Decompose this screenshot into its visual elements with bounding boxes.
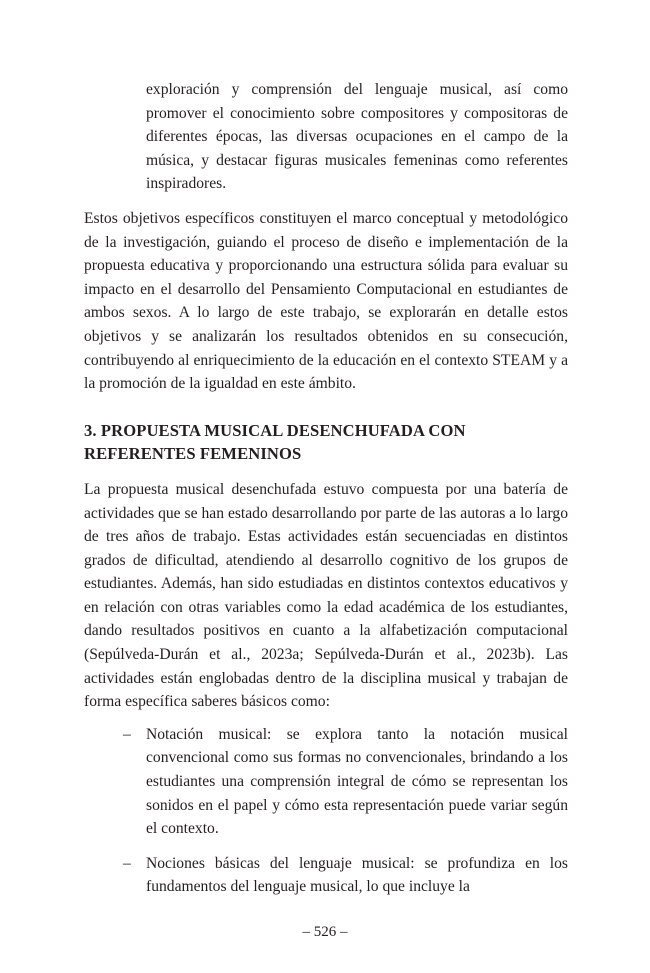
paragraph-proposal: La propuesta musical desenchufada estuvo compuesta por una batería de actividades que se han estado desarrollando por parte de las autoras a lo largo de tres años de trabajo. Estas actividades están secuenciadas en distintos grados de dificultad, atendiendo al desarrollo cognitivo de los grupos de estudiantes. Además, han sido estudiadas en distintos contextos educativos y en relación con otras variables como la edad académica de los estudiantes, dando resultados positivos en cuanto a la alfabetización computacional (Sepúlveda-Durán et al., 2023a; Sepúlveda-Durán et al., 2023b). Las actividades están englobadas dentro de la disciplina musical y trabajan de forma específica saberes básicos como: xyxy=(84,480,568,711)
list-item xyxy=(123,723,568,841)
paragraph-objectives: Estos objetivos específicos constituyen el marco conceptual y metodológico de la investigación, guiando el proceso de diseño e implementación de la propuesta educativa y proporcionando una estructura sólida para evaluar su impacto en el desarrollo del Pensamiento Computacional en estudiantes de ambos sexos. A lo largo de este trabajo, se explorarán en detalle estos objetivos y se analizarán los resultados obtenidos en su consecución, contribuyendo al enriquecimiento de la educación en el contexto STEAM y a la promoción de la igualdad en este ámbito. xyxy=(84,209,568,393)
section-heading-line-2: REFERENTES FEMENINOS xyxy=(84,444,302,464)
continued-paragraph: exploración y comprensión del lenguaje musical, así como promover el conocimiento sobre compositores y compositoras de diferentes épocas, las diversas ocupaciones en el campo de la música, y destacar figuras musicales femeninas como referentes inspiradores. xyxy=(146,81,568,193)
page-body xyxy=(84,78,568,910)
section-heading-line-1: 3. PROPUESTA MUSICAL DESENCHUFADA CON xyxy=(84,420,466,440)
list-item-text: Nociones básicas del lenguaje musical: se profundiza en los fundamentos del lenguaje musical, lo que incluye la xyxy=(146,854,568,896)
list-item-text: Notación musical: se explora tanto la notación musical convencional como sus formas no convencionales, brindando a los estudiantes una comprensión integral de cómo se representan los sonidos en el papel y cómo esta representación puede variar según el contexto. xyxy=(146,725,568,838)
page-number: – 526 – xyxy=(302,924,348,940)
topics-list xyxy=(84,723,568,899)
list-dash: – xyxy=(123,854,131,872)
list-dash: – xyxy=(123,725,131,743)
section-heading xyxy=(84,419,568,466)
list-item xyxy=(123,852,568,899)
